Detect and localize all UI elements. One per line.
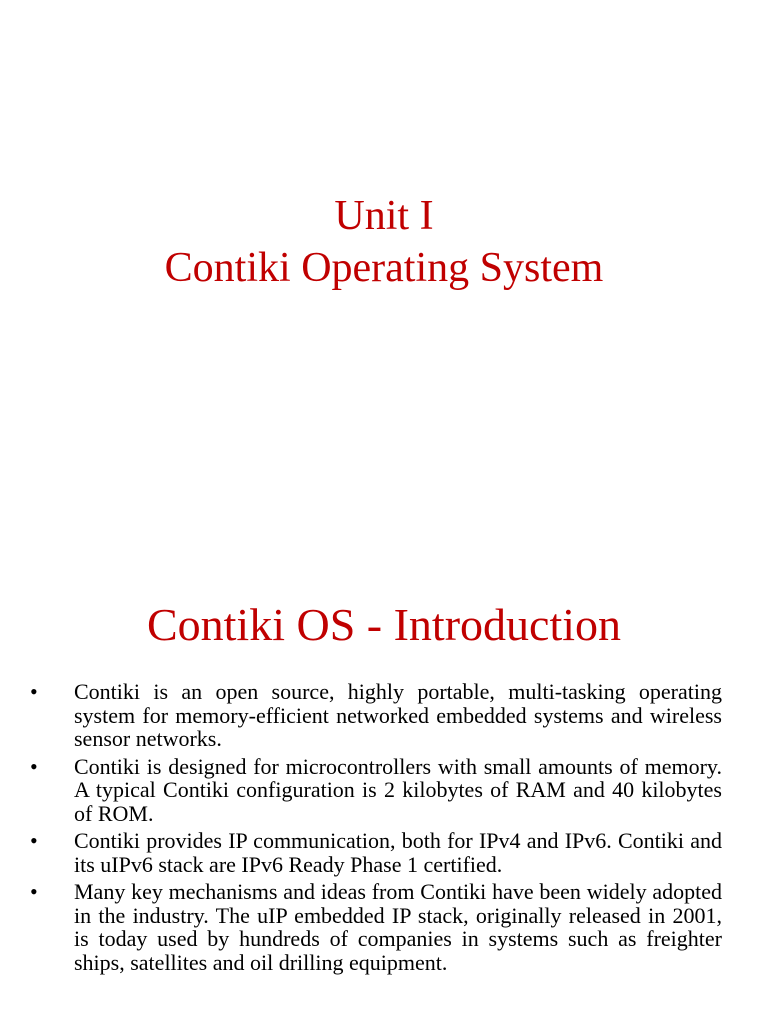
bullet-icon: • [30,828,38,853]
bullet-text: Many key mechanisms and ideas from Contiki have been widely adopted in the industry. The uIP embedded IP stack, originally released in 2001, is today used by hundreds of companies in systems such as freighter ships, satellites and oil drilling equipment. [74,879,722,975]
list-item [30,829,722,876]
bullet-icon: • [30,679,38,704]
bullet-text: Contiki provides IP communication, both for IPv4 and IPv6. Contiki and its uIPv6 stack are IPv6 Ready Phase 1 certified. [74,828,722,877]
course-title: Contiki Operating System [164,245,604,291]
unit-title: Unit I [334,193,434,239]
list-item [30,680,722,751]
bullet-icon: • [30,753,38,779]
slide-heading: Contiki OS - Introduction [146,599,622,650]
list-item [30,880,722,974]
bullet-text: Contiki is designed for microcontrollers with small amounts of memory. A typical Contiki configuration is 2 kilobytes of RAM and 40 kilobytes of ROM. [74,753,722,826]
bullet-list [30,680,722,978]
intro-slide [0,560,768,1024]
list-item [30,755,722,826]
title-block [0,190,768,294]
bullet-icon: • [30,879,38,904]
bullet-text: Contiki is an open source, highly portable, multi-tasking operating system for memory-efficient networked embedded systems and wireless sensor networks. [74,679,722,751]
